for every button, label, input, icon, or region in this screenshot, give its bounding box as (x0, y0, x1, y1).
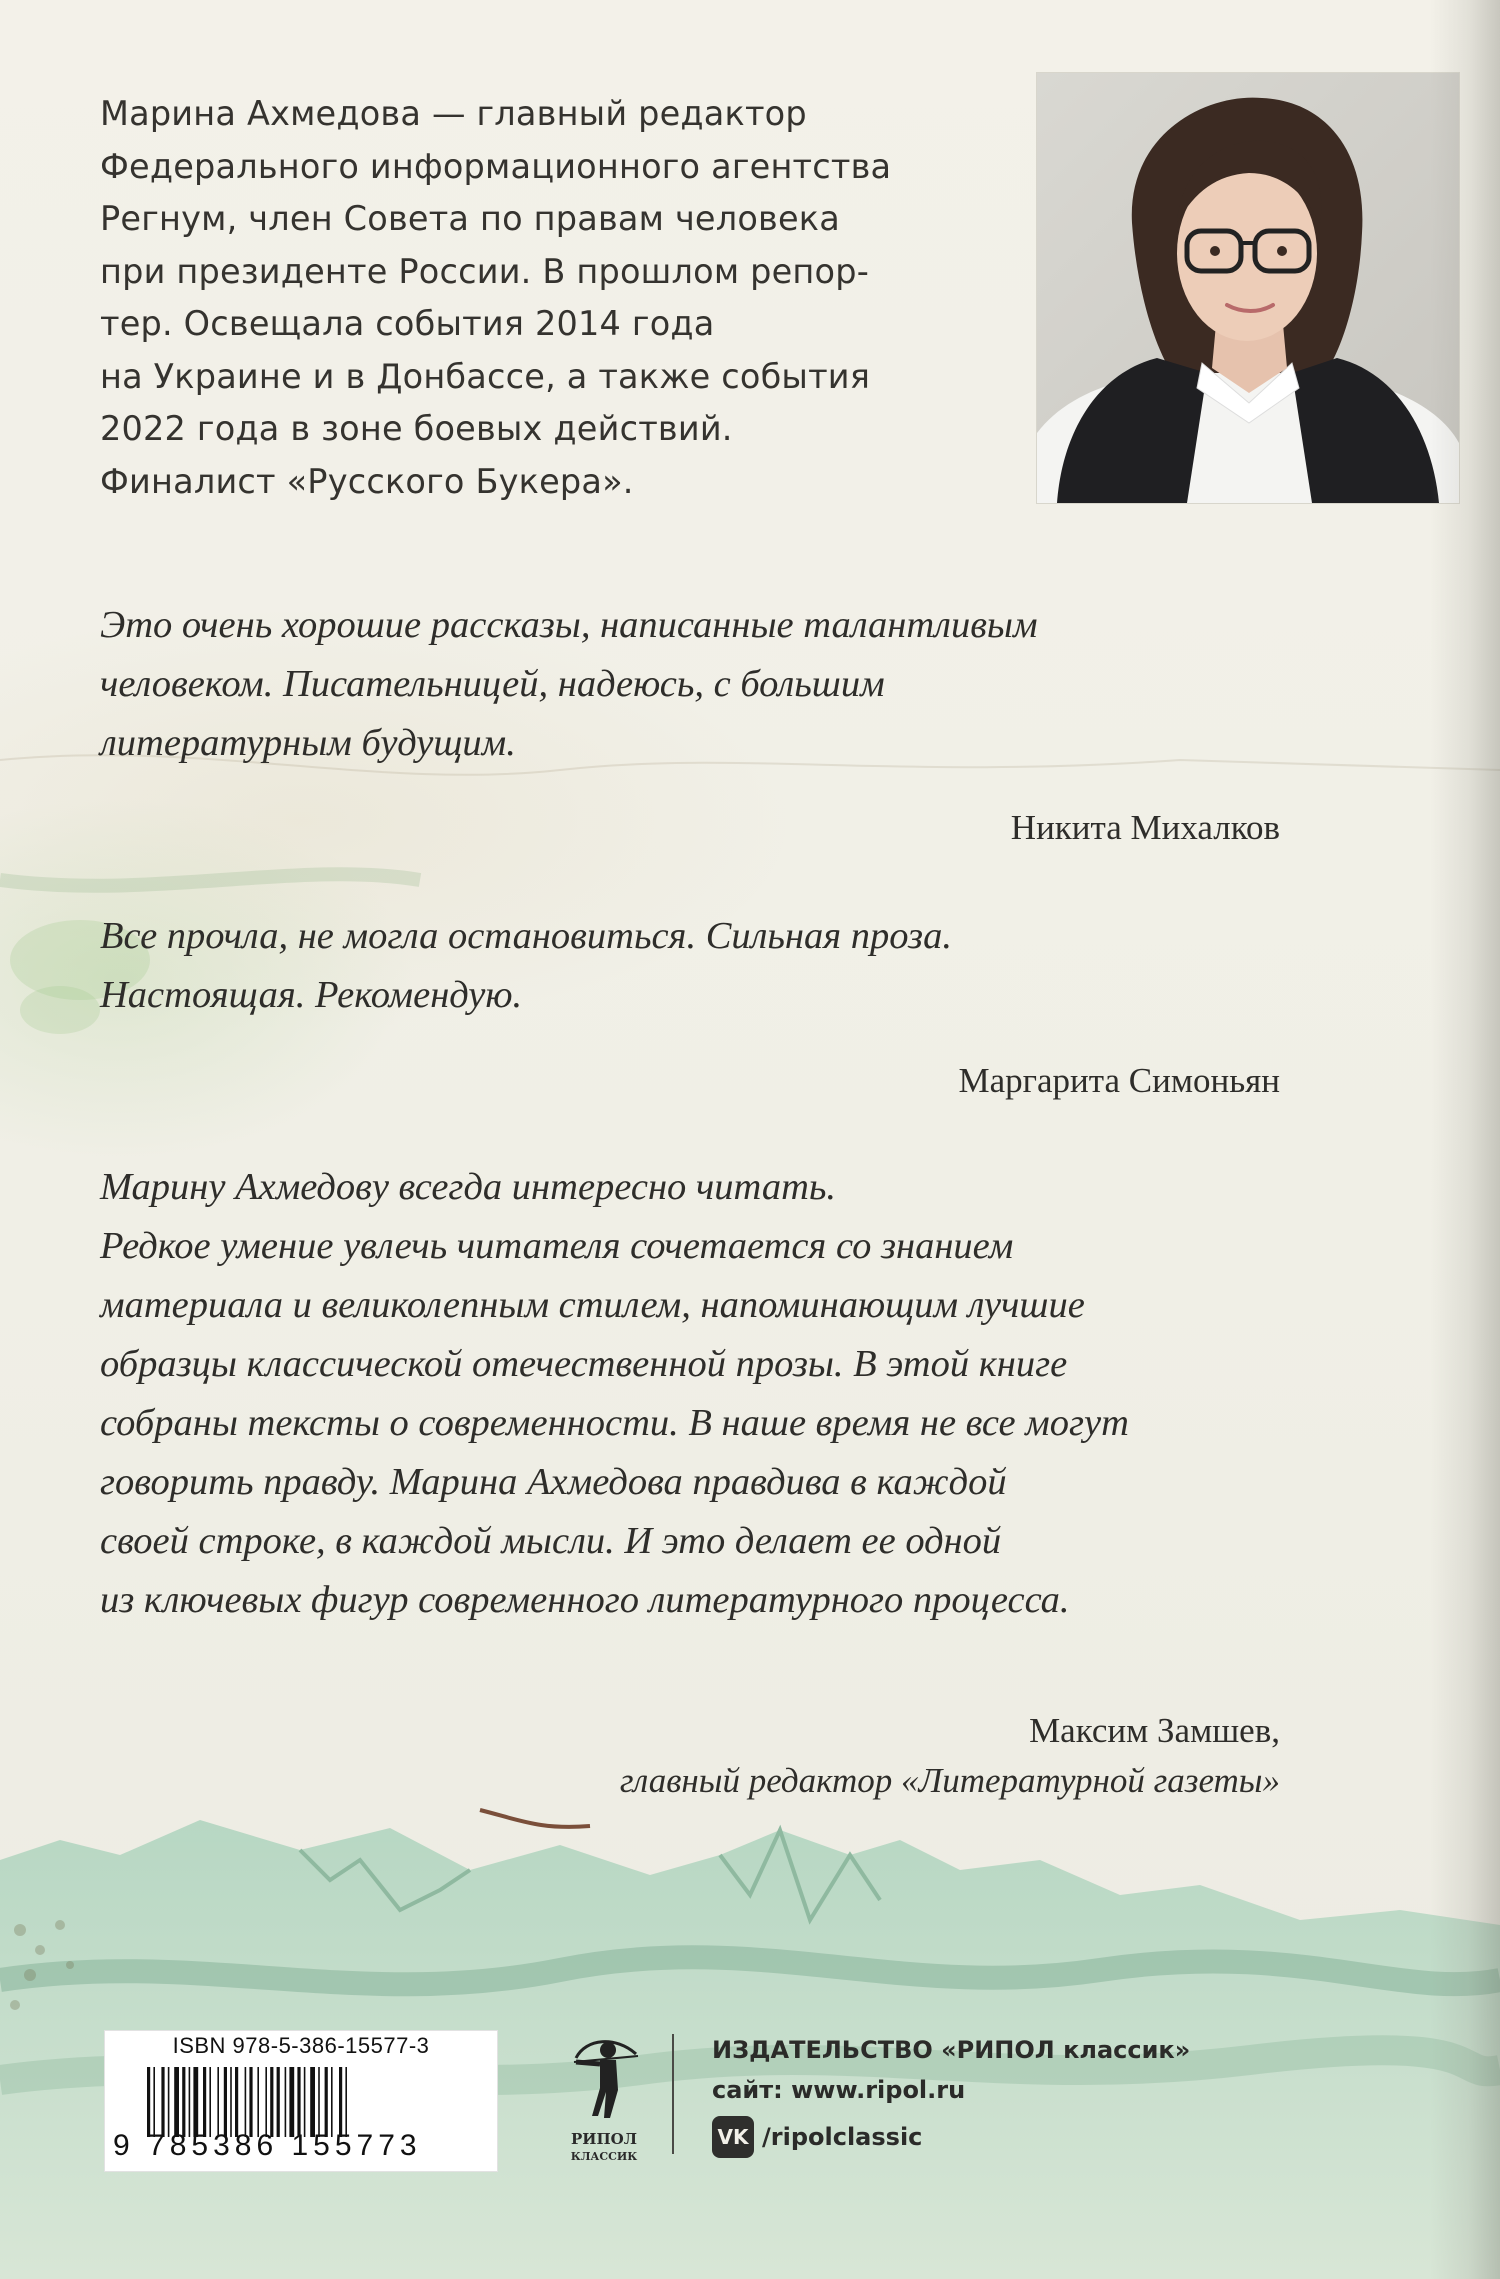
quote-line: человеком. Писательницей, надеюсь, с большим (100, 663, 885, 705)
quote-line: образцы классической отечественной прозы. В этой книге (100, 1343, 1068, 1385)
quote-line: собраны тексты о современности. В наше время не все могут (100, 1402, 1129, 1444)
bio-line: 2022 года в зоне боевых действий. (100, 409, 733, 448)
quote-line: материала и великолепным стилем, напоминающим лучшие (100, 1284, 1085, 1326)
quote-author: Маргарита Симоньян (958, 1061, 1280, 1100)
bio-line: Марина Ахмедова — главный редактор (100, 94, 807, 133)
quote-line: из ключевых фигур современного литературного процесса. (100, 1579, 1070, 1621)
bio-line: Регнум, член Совета по правам человека (100, 199, 840, 238)
quote-line: Настоящая. Рекомендую. (100, 974, 523, 1016)
isbn-number: ISBN 978-5-386-15577-3 (172, 2033, 430, 2058)
quote-author-role: главный редактор «Литературной газеты» (619, 1761, 1280, 1800)
publisher-divider (672, 2034, 674, 2154)
quote-line: Редкое умение увлечь читателя сочетается со знанием (100, 1225, 1014, 1267)
spine-shadow (1430, 0, 1500, 2279)
archer-icon (556, 2028, 652, 2128)
quote-author: Максим Замшев, (1029, 1711, 1280, 1750)
quote-line: Все прочла, не могла остановиться. Сильная проза. (100, 915, 952, 957)
quote-line: литературным будущим. (100, 722, 516, 764)
isbn-barcode (104, 2030, 498, 2172)
bio-line: на Украине и в Донбассе, а также события (100, 356, 871, 396)
publisher-name: ИЗДАТЕЛЬСТВО «РИПОЛ классик» (712, 2036, 1191, 2064)
quote-simonyan (100, 907, 952, 1025)
logo-line-2: КЛАССИК (570, 2150, 638, 2163)
publisher-social (712, 2116, 1190, 2158)
quote-author-block (620, 1706, 1280, 1806)
author-photo (1036, 72, 1460, 504)
publisher-social-handle: /ripolclassic (762, 2123, 923, 2151)
ripol-logo (556, 2028, 652, 2178)
quote-line: Это очень хорошие рассказы, написанные талантливым (100, 604, 1038, 646)
publisher-info (712, 2030, 1190, 2158)
bio-line: при президенте России. В прошлом репор- (100, 251, 869, 291)
quote-line: говорить правду. Марина Ахмедова правдива в каждой (100, 1461, 1007, 1503)
barcode-digits: 9 785386 155773 (113, 2129, 422, 2162)
bio-line: тер. Освещала события 2014 года (100, 304, 715, 343)
barcode-bars (145, 2067, 445, 2137)
quote-zamshev (100, 1158, 1129, 1630)
bio-line: Финалист «Русского Букера». (100, 461, 634, 501)
bio-line: Федерального информационного агентства (100, 146, 892, 186)
quote-mikhalkov (100, 596, 1038, 773)
logo-line-1: РИПОЛ (571, 2130, 637, 2148)
quote-author: Никита Михалков (1010, 808, 1280, 847)
quote-line: своей строке, в каждой мысли. И это делает ее одной (100, 1520, 1002, 1562)
author-bio (100, 88, 1000, 508)
quote-line: Марину Ахмедову всегда интересно читать. (100, 1166, 837, 1208)
vk-icon: VK (712, 2116, 754, 2158)
publisher-site: сайт: www.ripol.ru (712, 2076, 966, 2104)
